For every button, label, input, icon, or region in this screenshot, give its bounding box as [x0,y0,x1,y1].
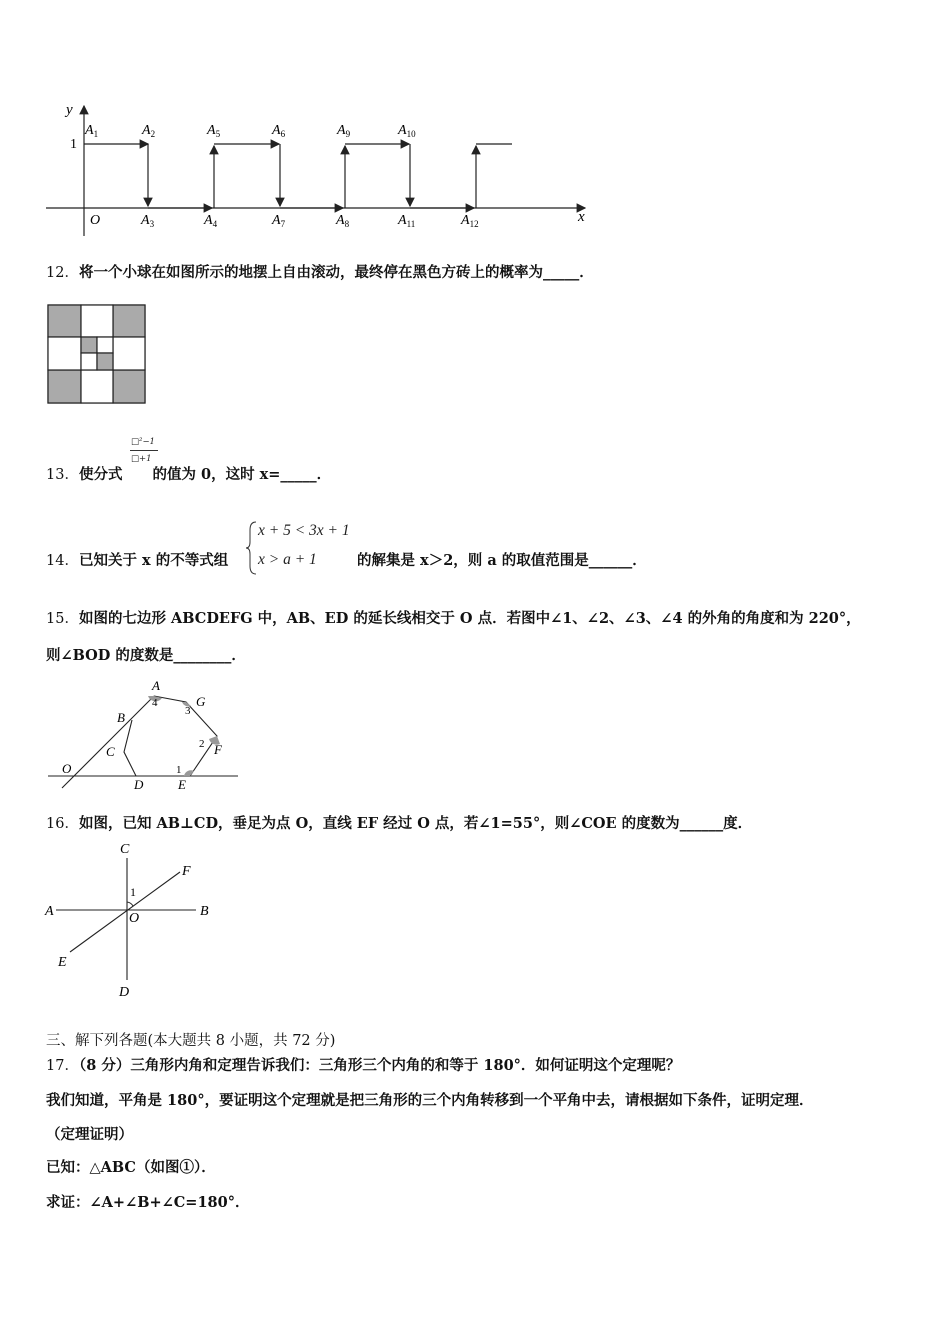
question-line-1: 如图的七边形 ABCDEFG 中，AB、ED 的延长线相交于 O 点．若图中∠1、∠2、∠3、∠4 的外角的角度和为 220°， [78,610,861,627]
question-prefix: 使分式 [78,466,123,483]
question-17-line-2 [46,1089,814,1110]
point-label-d: D [119,985,130,1000]
question-17-line-3 [46,1123,133,1144]
question-14 [46,549,228,570]
section-title-text: 三、解下列各题(本大题共 8 小题，共 72 分) [46,1033,336,1049]
point-label-a9: $A_9$ [337,123,351,139]
vertex-label-a: A [152,678,160,693]
black-tile [113,370,145,403]
question-number: 12． [46,265,79,281]
angle-label-2: 2 [199,738,205,750]
point-label-a5: $A_5$ [207,123,221,139]
black-tile [48,370,81,403]
vertex-label-e: E [178,777,186,792]
x-axis-label: x [578,209,585,225]
question-line-3: （定理证明） [46,1126,133,1143]
question-15-line-2 [46,644,246,665]
point-label-a10: $A_{10}$ [398,123,416,139]
section-title [46,1029,335,1050]
angle-label-3: 3 [185,705,191,717]
question-line-1: （8 分）三角形内角和定理告诉我们：三角形三个内角的和等于 180°．如何证明这个定理呢？ [78,1057,681,1074]
line-ef [70,872,180,952]
vertex-label-b: B [117,710,125,725]
question-number: 17． [46,1058,79,1074]
question-line-2: 则∠BOD 的度数是________． [46,647,246,664]
question-15 [46,607,861,628]
fraction-numerator: □²−1 [131,437,155,447]
black-tile [48,305,81,337]
floor-tile-figure [47,304,147,405]
question-16 [46,812,752,833]
question-17-line-4 [46,1156,216,1177]
origin-label: O [90,213,101,228]
point-label-a2: $A_2$ [142,123,156,139]
question-line-5: 求证：∠A+∠B+∠C=180°． [46,1194,250,1211]
inequality-line-2: x > a + 1 [258,551,317,568]
question-line-4: 已知：△ABC（如图①）． [46,1159,216,1176]
question-17-line-5 [46,1191,249,1212]
point-label-a4: $A_4$ [204,213,218,229]
y-tick-label: 1 [70,137,77,152]
point-label-a3: $A_3$ [141,213,155,229]
point-label-c: C [120,842,130,857]
point-label-a7: $A_7$ [272,213,286,229]
fraction-bar [130,450,158,451]
angle-label-4: 4 [152,697,158,709]
vertex-label-o: O [62,761,72,776]
angle-label-1: 1 [176,764,182,776]
step-path [84,144,512,208]
point-label-a6: $A_6$ [272,123,286,139]
question-suffix: 的值为 0，这时 x=_____． [152,466,332,483]
question-prefix: 已知关于 x 的不等式组 [78,552,229,569]
question-12 [46,261,594,282]
point-label-a8: $A_8$ [336,213,350,229]
question-13 [46,463,331,484]
question-text: 将一个小球在如图所示的地摆上自由滚动，最终停在黑色方砖上的概率为_____． [78,264,594,281]
question-text: 如图，已知 AB⊥CD，垂足为点 O，直线 EF 经过 O 点，若∠1=55°，则∠COE 的度数为______度． [78,815,753,832]
fraction-denominator: □+1 [131,454,152,464]
angle-mark-1 [127,902,133,906]
vertex-label-c: C [106,744,115,759]
point-label-o: O [129,911,140,926]
question-14-suffix [357,549,647,570]
y-axis-label: y [66,102,73,118]
point-label-a1: $A_1$ [85,123,99,139]
black-tile [113,305,145,337]
angle-label-1: 1 [130,885,136,899]
step-path-figure [40,96,600,246]
vertex-label-f: F [214,742,222,757]
point-label-b: B [200,904,209,919]
point-label-f: F [182,864,191,879]
question-suffix: 的解集是 x＞2，则 a 的取值范围是______． [357,552,647,569]
point-label-a12: $A_{12}$ [461,213,479,229]
question-17 [46,1054,680,1075]
question-line-2: 我们知道，平角是 180°，要证明这个定理就是把三角形的三个内角转移到一个平角中去，请根据如下条件，证明定理． [46,1092,814,1109]
question-number: 15． [46,611,79,627]
system-brace [246,520,258,576]
line-ob [62,696,154,788]
perpendicular-figure [40,838,220,1004]
vertex-label-d: D [134,777,144,792]
point-label-e: E [58,955,67,970]
inequality-line-1: x + 5 < 3x + 1 [258,522,350,539]
question-number: 16． [46,816,79,832]
point-label-a: A [45,904,54,919]
question-number: 13． [46,467,79,483]
point-label-a11: $A_{11}$ [398,213,416,229]
question-number: 14． [46,553,79,569]
heptagon-figure [44,676,244,796]
vertex-label-g: G [196,694,206,709]
